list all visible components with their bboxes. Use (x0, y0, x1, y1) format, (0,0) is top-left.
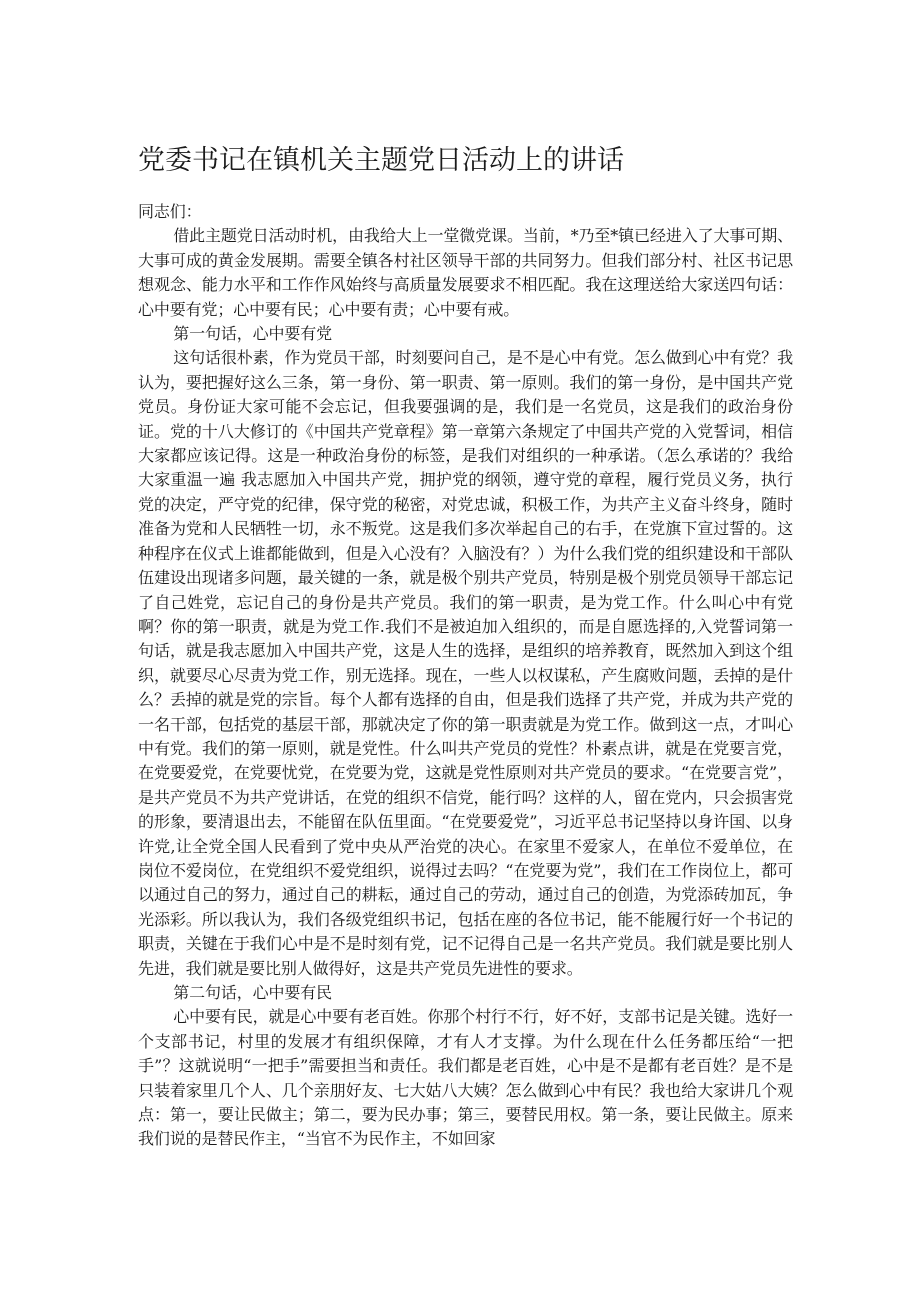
section-heading-2: 第二句话，心中要有民 (173, 983, 332, 1002)
paragraph-intro: 借此主题党日活动时机，由我给大上一堂微党课。当前，*乃至*镇已经进入了大事可期、大事可成的黄金发展期。需要全镇各村社区领导干部的共同努力。但我们部分村、社区书记思想观念、能力水平和工作作风始终与高质量发展要求不相匹配。我在这理送给大家送四句话：心中要有党；心中要有民；心中要有责；心中要有戒。 (138, 226, 793, 319)
document-body (138, 200, 793, 1152)
section-heading-1: 第一句话，心中要有党 (173, 324, 332, 344)
document-title: 党委书记在镇机关主题党日活动上的讲话 (138, 145, 624, 176)
salutation: 同志们： (138, 202, 202, 221)
paragraph-section-2: 心中要有民，就是心中要有老百姓。你那个村行不行，好不好，支部书记是关键。选好一个支部书记，村里的发展才有组织保障，才有人才支撑。为什么现在什么任务都压给“一把手”？这就说明“一把手”需要担当和责任。我们都是老百姓，心中是不是都有老百姓？是不是只装着家里几个人、几个亲朋好友、七大姑八大姨？怎么做到心中有民？我也给大家讲几个观点：第一，要让民做主；第二，要为民办事；第三，要替民用权。第一条，要让民做主。原来我们说的是替民作主，“当官不为民作主，不如回家 (138, 1007, 793, 1149)
paragraph-section-1: 这句话很朴素，作为党员干部，时刻要问自己，是不是心中有党。怎么做到心中有党？我认为，要把握好这么三条，第一身份、第一职责、第一原则。我们的第一身份，是中国共产党党员。身份证大家可能不会忘记，但我要强调的是，我们是一名党员，这是我们的政治身份证。党的十八大修订的《中国共产党章程》第一章第六条规定了中国共产党的入党誓词，相信大家都应该记得。这是一种政治身份的标签，是我们对组织的一种承诺。（怎么承诺的？我给大家重温一遍 我志愿加入中国共产党，拥护党的纲领，遵守党的章程，履行党员义务，执行党的决定，严守党的纪律，保守党的秘密，对党忠诚，积极工作，为共产主义奋斗终身，随时准备为党和人民牺牲一切，永不叛党。这是我们多次举起自己的右手，在党旗下宣过誓的。这种程序在仪式上谁都能做到，但是入心没有？入脑没有？）为什么我们党的组织建设和干部队伍建设出现诸多问题，最关键的一条，就是极个别共产党员，特别是极个别党员领导干部忘记了自己姓党，忘记自己的身份是共产党员。我们的第一职责，是为党工作。什么叫心中有党啊？你的第一职责，就是为党工作.我们不是被迫加入组织的，而是自愿选择的,入党誓词第一句话，就是我志愿加入中国共产党，这是人生的选择，是组织的培养教育，既然加入到这个组织，就要尽心尽责为党工作，别无选择。现在，一些人以权谋私，产生腐败问题，丢掉的是什么？丢掉的就是党的宗旨。每个人都有选择的自由，但是我们选择了共产党，并成为共产党的一名干部，包括党的基层干部，那就决定了你的第一职责就是为党工作。做到这一点，才叫心中有党。我们的第一原则，就是党性。什么叫共产党员的党性？朴素点讲，就是在党要言党，在党要爱党，在党要忧党，在党要为党，这就是党性原则对共产党员的要求。“在党要言党”，是共产党员不为共产党讲话，在党的组织不信党，能行吗？这样的人，留在党内，只会损害党的形象，要清退出去，不能留在队伍里面。“在党要爱党”，习近平总书记坚持以身许国、以身许党,让全党全国人民看到了党中央从严治党的决心。在家里不爱家人，在单位不爱单位，在岗位不爱岗位，在党组织不爱党组织，说得过去吗？“在党要为党”，我们在工作岗位上，都可以通过自己的努力，通过自己的耕耘，通过自己的劳动，通过自己的创造，为党添砖加瓦，争光添彩。所以我认为，我们各级党组织书记，包括在座的各位书记，能不能履行好一个书记的职责，关键在于我们心中是不是时刻有党，记不记得自己是一名共产党员。我们就是要比别人先进，我们就是要比别人做得好，这是共产党员先进性的要求。 (138, 348, 793, 978)
